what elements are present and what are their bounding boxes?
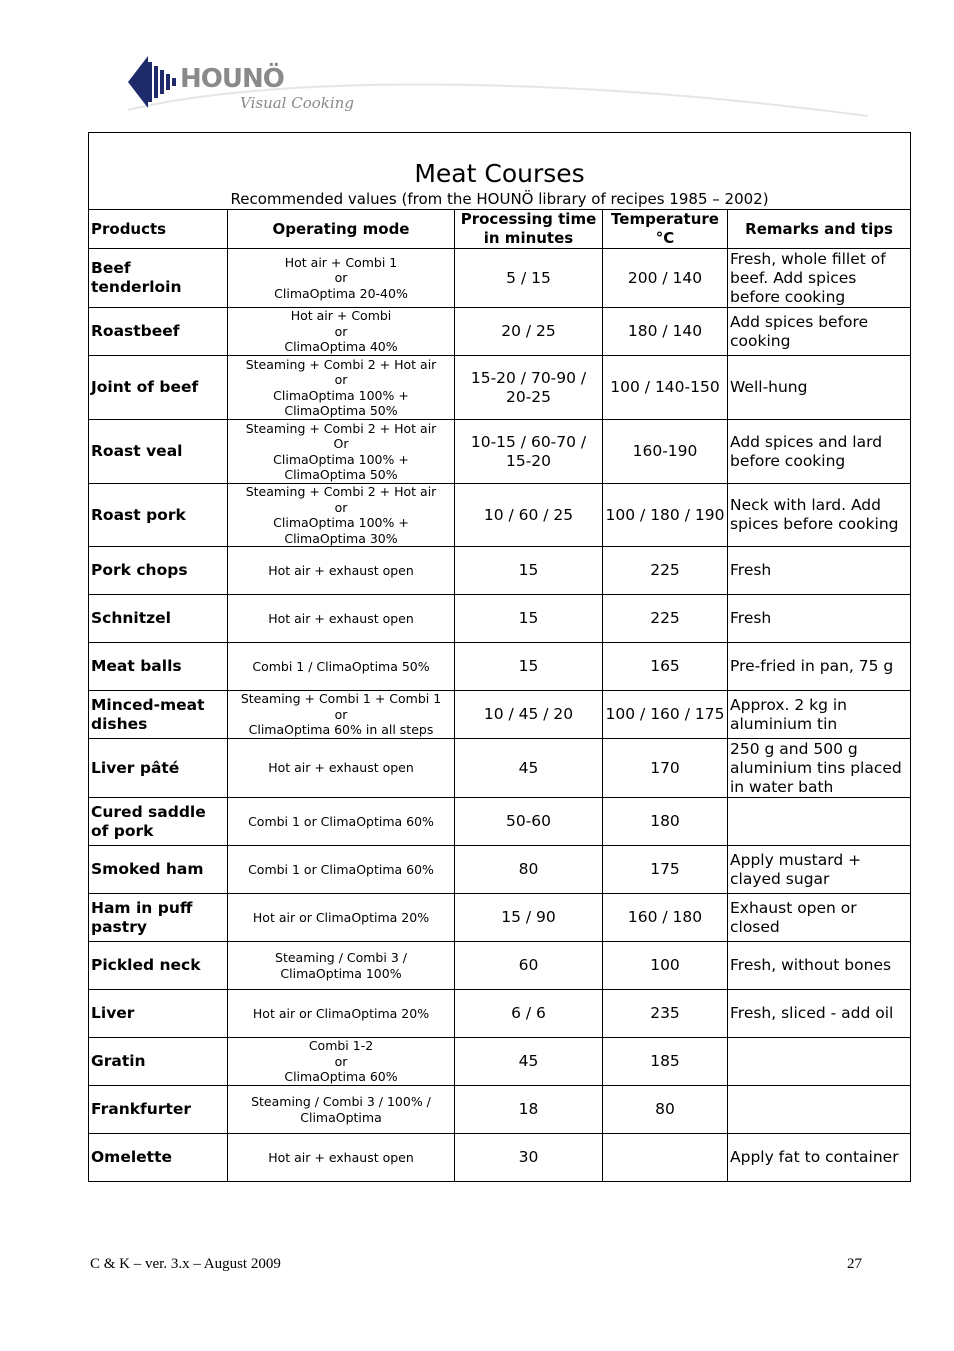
operating-mode-cell: Steaming + Combi 2 + Hot air or ClimaOptima 100% + ClimaOptima 30% [228, 484, 455, 547]
processing-time-cell: 20 / 25 [455, 308, 603, 356]
operating-mode-cell: Steaming + Combi 2 + Hot air Or ClimaOptima 100% + ClimaOptima 50% [228, 420, 455, 484]
operating-mode-cell: Hot air + exhaust open [228, 595, 455, 643]
processing-time-cell: 50-60 [455, 798, 603, 846]
product-cell: Roast veal [89, 420, 228, 484]
temperature-cell: 165 [603, 643, 728, 691]
temperature-cell: 180 [603, 798, 728, 846]
temperature-cell: 80 [603, 1086, 728, 1134]
remarks-cell [728, 1038, 911, 1086]
product-cell: Ham in puff pastry [89, 894, 228, 942]
processing-time-cell: 15 [455, 643, 603, 691]
processing-time-cell: 15 / 90 [455, 894, 603, 942]
processing-time-cell: 30 [455, 1134, 603, 1182]
table-row [89, 547, 911, 595]
product-cell: Gratin [89, 1038, 228, 1086]
processing-time-cell: 45 [455, 1038, 603, 1086]
table-row [89, 308, 911, 356]
processing-time-cell: 15 [455, 547, 603, 595]
remarks-cell: 250 g and 500 g aluminium tins placed in water bath [728, 739, 911, 798]
product-cell: Pork chops [89, 547, 228, 595]
operating-mode-cell: Combi 1 or ClimaOptima 60% [228, 798, 455, 846]
temperature-cell: 180 / 140 [603, 308, 728, 356]
temperature-cell [603, 1134, 728, 1182]
remarks-cell: Fresh, whole fillet of beef. Add spices before cooking [728, 249, 911, 308]
operating-mode-cell: Steaming / Combi 3 / 100% / ClimaOptima [228, 1086, 455, 1134]
processing-time-cell: 10 / 45 / 20 [455, 691, 603, 739]
table-row [89, 1134, 911, 1182]
processing-time-cell: 60 [455, 942, 603, 990]
table-row [89, 942, 911, 990]
remarks-cell: Well-hung [728, 356, 911, 420]
temperature-cell: 175 [603, 846, 728, 894]
product-cell: Minced-meat dishes [89, 691, 228, 739]
remarks-cell: Fresh [728, 595, 911, 643]
table-row [89, 249, 911, 308]
remarks-cell [728, 798, 911, 846]
header-temperature: Temperature °C [603, 210, 728, 249]
table-row [89, 356, 911, 420]
operating-mode-cell: Hot air + exhaust open [228, 739, 455, 798]
temperature-cell: 100 [603, 942, 728, 990]
table-title-cell [89, 133, 911, 210]
logo-tagline: Visual Cooking [240, 94, 354, 112]
operating-mode-cell: Steaming + Combi 2 + Hot air or ClimaOptima 100% + ClimaOptima 50% [228, 356, 455, 420]
header-operating-mode: Operating mode [228, 210, 455, 249]
product-cell: Liver pâté [89, 739, 228, 798]
temperature-cell: 100 / 140-150 [603, 356, 728, 420]
temperature-cell: 160 / 180 [603, 894, 728, 942]
temperature-cell: 200 / 140 [603, 249, 728, 308]
table-row [89, 420, 911, 484]
remarks-cell: Fresh [728, 547, 911, 595]
temperature-cell: 160-190 [603, 420, 728, 484]
table-header-row [89, 210, 911, 249]
temperature-cell: 225 [603, 595, 728, 643]
operating-mode-cell: Hot air + Combi 1 or ClimaOptima 20-40% [228, 249, 455, 308]
table-row [89, 846, 911, 894]
table-row [89, 894, 911, 942]
remarks-cell: Exhaust open or closed [728, 894, 911, 942]
operating-mode-cell: Hot air or ClimaOptima 20% [228, 894, 455, 942]
operating-mode-cell: Hot air or ClimaOptima 20% [228, 990, 455, 1038]
temperature-cell: 170 [603, 739, 728, 798]
processing-time-cell: 15-20 / 70-90 / 20-25 [455, 356, 603, 420]
product-cell: Joint of beef [89, 356, 228, 420]
operating-mode-cell: Hot air + Combi or ClimaOptima 40% [228, 308, 455, 356]
product-cell: Frankfurter [89, 1086, 228, 1134]
processing-time-cell: 10 / 60 / 25 [455, 484, 603, 547]
processing-time-cell: 10-15 / 60-70 / 15-20 [455, 420, 603, 484]
product-cell: Cured saddle of pork [89, 798, 228, 846]
logo-brand-text: HOUNÖ [180, 64, 284, 94]
temperature-cell: 235 [603, 990, 728, 1038]
remarks-cell [728, 1086, 911, 1134]
remarks-cell: Add spices before cooking [728, 308, 911, 356]
operating-mode-cell: Steaming + Combi 1 + Combi 1 or ClimaOptima 60% in all steps [228, 691, 455, 739]
product-cell: Pickled neck [89, 942, 228, 990]
footer-version: C & K – ver. 3.x – August 2009 [90, 1256, 281, 1272]
temperature-cell: 100 / 180 / 190 [603, 484, 728, 547]
page-number: 27 [847, 1256, 862, 1272]
product-cell: Roast pork [89, 484, 228, 547]
remarks-cell: Fresh, sliced - add oil [728, 990, 911, 1038]
table-row [89, 798, 911, 846]
table-row [89, 484, 911, 547]
product-cell: Schnitzel [89, 595, 228, 643]
operating-mode-cell: Combi 1-2 or ClimaOptima 60% [228, 1038, 455, 1086]
remarks-cell: Pre-fried in pan, 75 g [728, 643, 911, 691]
table-row [89, 739, 911, 798]
hounoe-logo [128, 56, 868, 122]
processing-time-cell: 5 / 15 [455, 249, 603, 308]
product-cell: Smoked ham [89, 846, 228, 894]
table-row [89, 1086, 911, 1134]
processing-time-cell: 18 [455, 1086, 603, 1134]
product-cell: Liver [89, 990, 228, 1038]
table-row [89, 643, 911, 691]
temperature-cell: 185 [603, 1038, 728, 1086]
processing-time-cell: 80 [455, 846, 603, 894]
table-title: Meat Courses [414, 159, 585, 188]
table-row [89, 1038, 911, 1086]
table-row [89, 691, 911, 739]
remarks-cell: Neck with lard. Add spices before cooking [728, 484, 911, 547]
remarks-cell: Apply fat to container [728, 1134, 911, 1182]
temperature-cell: 100 / 160 / 175 [603, 691, 728, 739]
remarks-cell: Approx. 2 kg in aluminium tin [728, 691, 911, 739]
remarks-cell: Fresh, without bones [728, 942, 911, 990]
operating-mode-cell: Steaming / Combi 3 / ClimaOptima 100% [228, 942, 455, 990]
table-row [89, 595, 911, 643]
product-cell: Beef tenderloin [89, 249, 228, 308]
processing-time-cell: 45 [455, 739, 603, 798]
product-cell: Meat balls [89, 643, 228, 691]
table-row [89, 990, 911, 1038]
remarks-cell: Add spices and lard before cooking [728, 420, 911, 484]
table-subtitle: Recommended values (from the HOUNÖ library of recipes 1985 – 2002) [230, 190, 769, 208]
product-cell: Roastbeef [89, 308, 228, 356]
header-products: Products [89, 210, 228, 249]
temperature-cell: 225 [603, 547, 728, 595]
remarks-cell: Apply mustard + clayed sugar [728, 846, 911, 894]
processing-time-cell: 6 / 6 [455, 990, 603, 1038]
header-processing-time: Processing time in minutes [455, 210, 603, 249]
operating-mode-cell: Hot air + exhaust open [228, 1134, 455, 1182]
operating-mode-cell: Hot air + exhaust open [228, 547, 455, 595]
operating-mode-cell: Combi 1 or ClimaOptima 60% [228, 846, 455, 894]
logo-arrow-icon [128, 56, 188, 108]
header-remarks: Remarks and tips [728, 210, 911, 249]
processing-time-cell: 15 [455, 595, 603, 643]
product-cell: Omelette [89, 1134, 228, 1182]
operating-mode-cell: Combi 1 / ClimaOptima 50% [228, 643, 455, 691]
meat-courses-table [88, 132, 911, 1182]
